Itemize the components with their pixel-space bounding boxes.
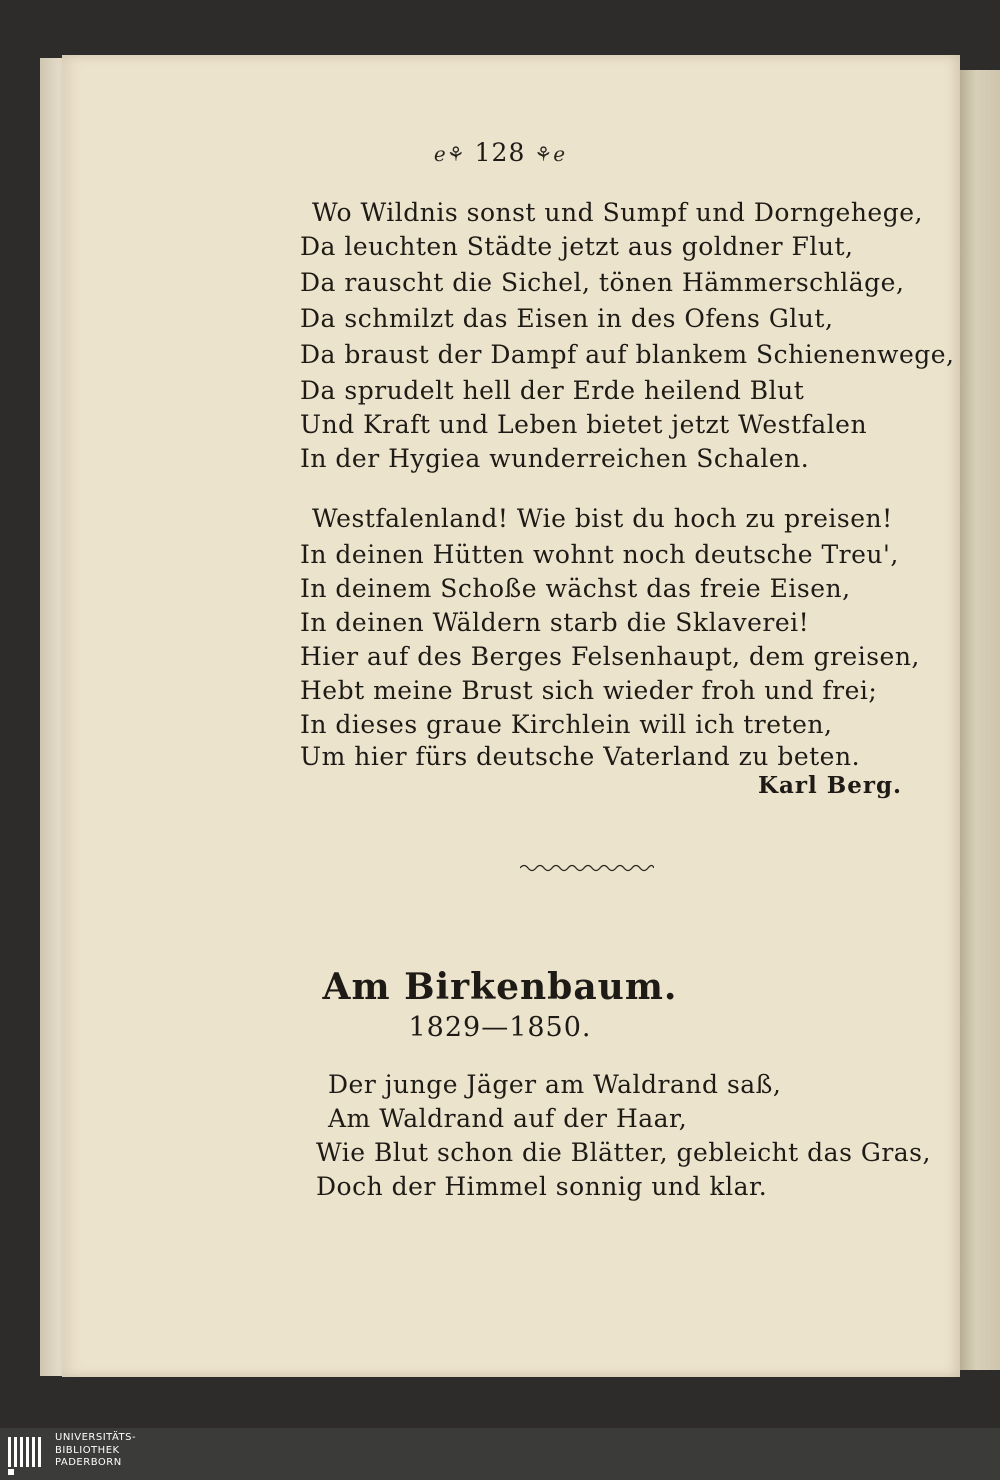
verse-line: Um hier fürs deutsche Vaterland zu beten. (300, 742, 861, 771)
footer-bar (0, 1428, 1000, 1480)
verse-line: Da rauscht die Sichel, tönen Hämmerschläge, (300, 268, 905, 297)
author-signature: Karl Berg. (758, 772, 903, 799)
verse-line: Am Waldrand auf der Haar, (328, 1104, 688, 1133)
verse-line: Wo Wildnis sonst und Sumpf und Dorngehege, (312, 198, 923, 227)
verse-line: Da schmilzt das Eisen in des Ofens Glut, (300, 304, 834, 333)
verse-line: Westfalenland! Wie bist du hoch zu preisen! (312, 504, 893, 533)
right-page-edge (960, 70, 1000, 1370)
verse-line: In deinen Hütten wohnt noch deutsche Treu', (300, 540, 899, 569)
verse-line: In deinen Wäldern starb die Sklaverei! (300, 608, 810, 637)
verse-line: In deinem Schoße wächst das freie Eisen, (300, 574, 851, 603)
verse-line: Da braust der Dampf auf blankem Schienenwege, (300, 340, 955, 369)
verse-line: Hier auf des Berges Felsenhaupt, dem greisen, (300, 642, 920, 671)
library-name-line: PADERBORN (55, 1457, 122, 1468)
library-logo-icon (6, 1433, 48, 1477)
poem-title: Am Birkenbaum. (322, 966, 678, 1008)
verse-line: In der Hygiea wunderreichen Schalen. (300, 444, 810, 473)
wave-divider (520, 862, 654, 874)
verse-line: Wie Blut schon die Blätter, gebleicht das Gras, (316, 1138, 931, 1167)
ornament-right-icon: ⚘ℯ (534, 142, 567, 166)
page-number-header (0, 138, 1000, 167)
library-name-line: UNIVERSITÄTS- (55, 1432, 137, 1443)
verse-line: Der junge Jäger am Waldrand saß, (328, 1070, 782, 1099)
library-name-line: BIBLIOTHEK (55, 1444, 120, 1456)
poem-years: 1829—1850. (408, 1012, 592, 1043)
verse-line: Da sprudelt hell der Erde heilend Blut (300, 376, 805, 405)
verse-line: In dieses graue Kirchlein will ich treten, (300, 710, 833, 739)
library-name (55, 1432, 136, 1470)
verse-line: Und Kraft und Leben bietet jetzt Westfalen (300, 410, 868, 439)
verse-line: Da leuchten Städte jetzt aus goldner Flut, (300, 232, 854, 261)
verse-line: Doch der Himmel sonnig und klar. (316, 1172, 768, 1201)
verse-line: Hebt meine Brust sich wieder froh und frei; (300, 676, 878, 705)
page-number: 128 (474, 138, 526, 167)
ornament-left-icon: ℯ⚘ (433, 142, 466, 166)
